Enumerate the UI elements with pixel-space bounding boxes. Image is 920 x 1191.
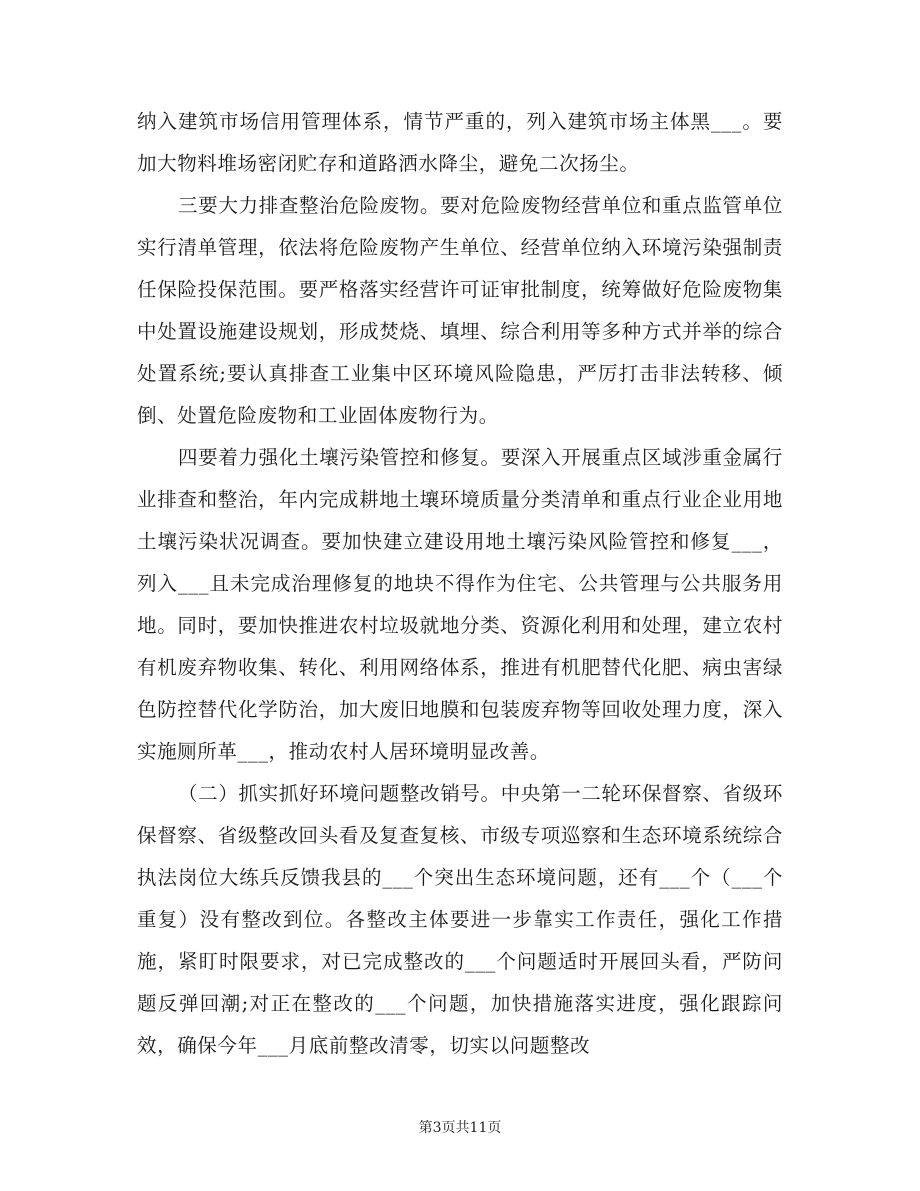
paragraph-rectification: （二）抓实抓好环境问题整改销号。中央第一二轮环保督察、省级环保督察、省级整改回头看及复查复核、市级专项巡察和生态环境系统综合执法岗位大练兵反馈我县的___个突出生态环境问题，还有___个（___个重复）没有整改到位。各整改主体要进一步靠实工作责任，强化工作措施，紧盯时限要求，对已完成整改的___个问题适时开展回头看，严防问题反弹回潮;对正在整改的___个问题，加快措施落实进度，强化跟踪问效，确保今年___月底前整改清零，切实以问题整改 <box>137 782 783 1057</box>
page-number: 第3页共11页 <box>418 1120 502 1136</box>
paragraph-hazardous-waste: 三要大力排查整治危险废物。要对危险废物经营单位和重点监管单位实行清单管理，依法将危险废物产生单位、经营单位纳入环境污染强制责任保险投保范围。要严格落实经营许可证审批制度，统筹做好危险废物集中处置设施建设规划，形成焚烧、填埋、综合利用等多种方式并举的综合处置系统;要认真排查工业集中区环境风险隐患，严厉打击非法转移、倾倒、处置危险废物和工业固体废物行为。 <box>137 194 783 427</box>
paragraph-continuation: 纳入建筑市场信用管理体系，情节严重的，列入建筑市场主体黑___。要加大物料堆场密闭贮存和道路洒水降尘，避免二次扬尘。 <box>137 110 783 175</box>
document-body <box>137 101 783 1067</box>
paragraph-soil-pollution: 四要着力强化土壤污染管控和修复。要深入开展重点区域涉重金属行业排查和整治，年内完成耕地土壤环境质量分类清单和重点行业企业用地土壤污染状况调查。要加快建立建设用地土壤污染风险管控和修复___，列入___且未完成治理修复的地块不得作为住宅、公共管理与公共服务用地。同时，要加快推进农村垃圾就地分类、资源化利用和处理，建立农村有机废弃物收集、转化、利用网络体系，推进有机肥替代化肥、病虫害绿色防控替代化学防治，加大废旧地膜和包装废弃物等回收处理力度，深入实施厕所革___，推动农村人居环境明显改善。 <box>137 446 783 763</box>
